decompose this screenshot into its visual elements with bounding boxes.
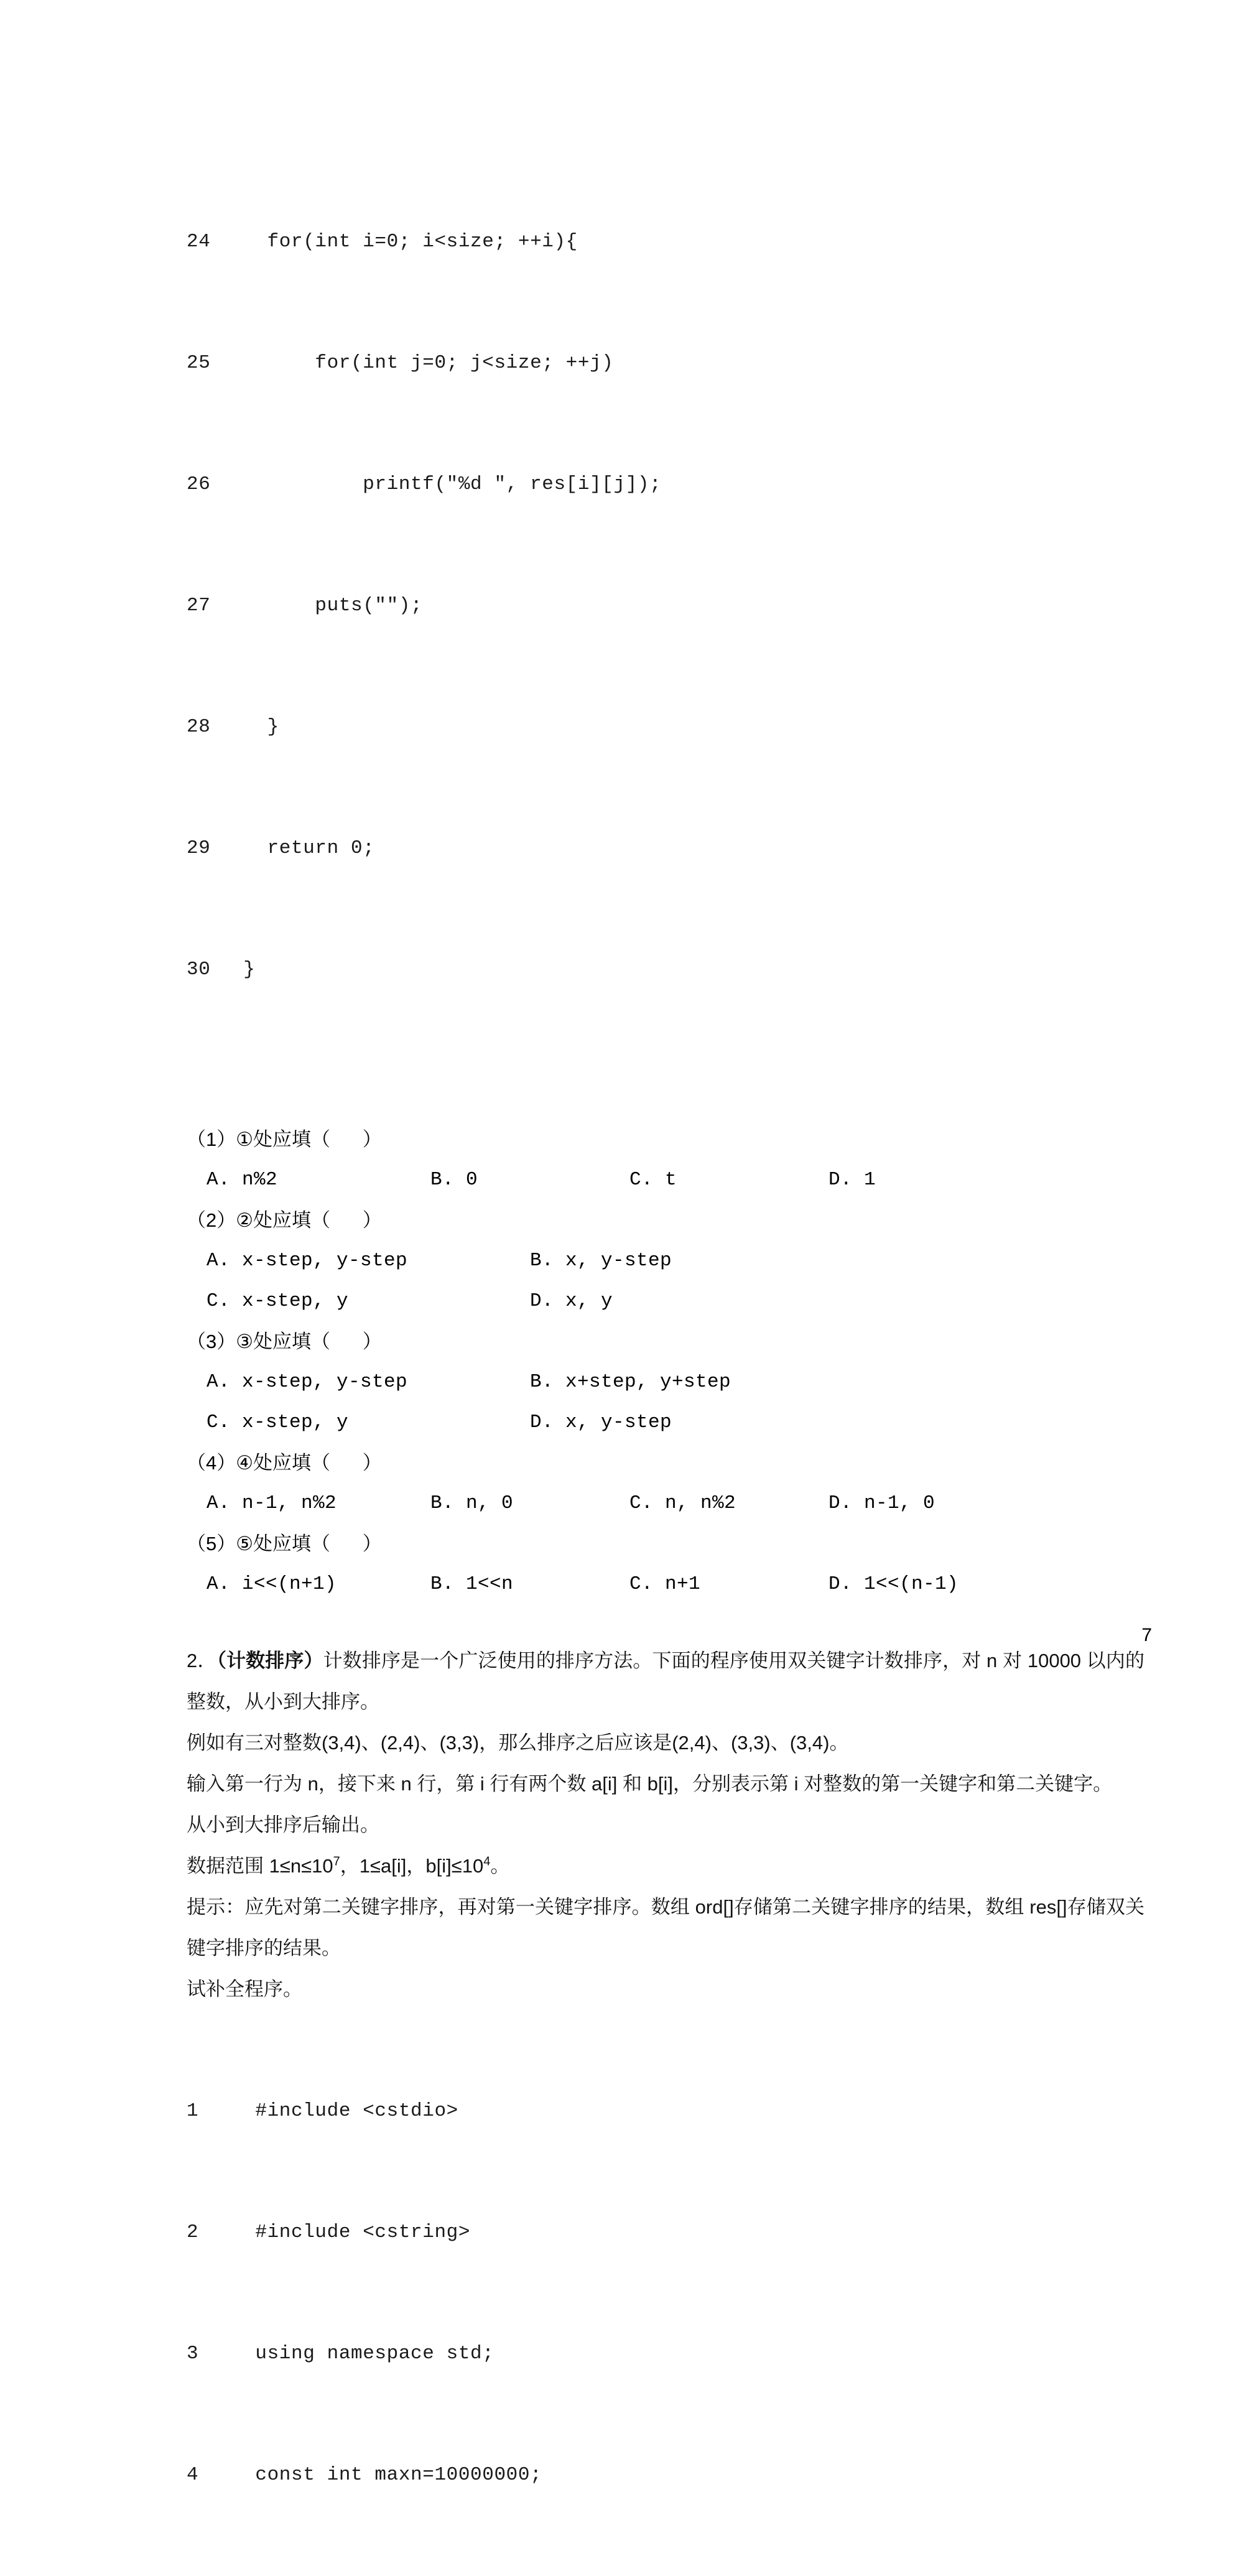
option-row — [187, 1402, 1144, 1443]
option-a[interactable]: A. x-step, y-step — [207, 1250, 408, 1272]
option-b[interactable]: B. x, y-step — [530, 1250, 672, 1272]
page-number: 7 — [1141, 1625, 1152, 1645]
option-c[interactable]: C. n+1 — [629, 1573, 701, 1595]
problem2-example: 例如有三对整数(3,4)、(2,4)、(3,3)，那么排序之后应该是(2,4)、(3,3)、(3,4)。 — [187, 1732, 849, 1754]
code-block-top — [187, 141, 1144, 1071]
problem2-hint: 提示：应先对第二关键字排序，再对第一关键字排序。数组 ord[]存储第二关键字排序的结果，数组 res[]存储双关键字排序的结果。 — [187, 1896, 1144, 1959]
problem2-input-desc: 输入第一行为 n，接下来 n 行，第 i 行有两个数 a[i] 和 b[i]，分别表示第 i 对整数的第一关键字和第二关键字。 — [187, 1773, 1113, 1795]
code-line — [187, 707, 1144, 747]
option-c[interactable]: C. x-step, y — [207, 1411, 349, 1433]
problem2-intro — [187, 1640, 1144, 1723]
code-line-number: 3 — [187, 2343, 199, 2364]
option-row — [187, 1483, 1144, 1523]
code-line-number: 29 — [187, 837, 211, 859]
code-line — [187, 949, 1144, 990]
option-d[interactable]: D. 1<<(n-1) — [829, 1573, 959, 1595]
code-line — [187, 2212, 1144, 2253]
problem2-intro-rest: 计数排序是一个广泛使用的排序方法。下面的程序使用双关键字计数排序，对 n 对 10000 以内的整数，从小到大排序。 — [187, 1650, 1144, 1713]
range-prefix: 数据范围 1≤n≤10 — [187, 1855, 333, 1877]
code-line — [187, 2455, 1144, 2495]
range-exponent-1: 7 — [333, 1854, 340, 1869]
range-exponent-2: 4 — [483, 1854, 491, 1869]
code-line-text: return 0; — [231, 837, 375, 859]
option-c[interactable]: C. x-step, y — [207, 1290, 349, 1312]
code-line — [187, 343, 1144, 383]
code-block-bottom — [187, 2010, 1144, 2576]
code-line-text: puts(""); — [231, 595, 423, 616]
option-d[interactable]: D. x, y-step — [530, 1411, 672, 1433]
option-row — [187, 1160, 1144, 1200]
code-line-text: for(int j=0; j<size; ++j) — [231, 352, 614, 374]
code-line-number: 30 — [187, 959, 211, 980]
option-c[interactable]: C. t — [629, 1169, 677, 1191]
option-b[interactable]: B. n, 0 — [430, 1492, 514, 1514]
code-line-number: 25 — [187, 352, 211, 374]
option-a[interactable]: A. i<<(n+1) — [207, 1573, 337, 1595]
code-line-number: 24 — [187, 231, 211, 253]
option-row — [187, 1362, 1144, 1402]
question-stem-3: （3）③处应填（ ） — [187, 1331, 382, 1352]
code-line-number: 26 — [187, 473, 211, 495]
code-line-text: } — [231, 959, 256, 980]
code-line — [187, 585, 1144, 626]
range-suffix: 。 — [490, 1855, 510, 1877]
option-a[interactable]: A. n-1, n%2 — [207, 1492, 337, 1514]
code-line — [187, 221, 1144, 262]
code-line — [187, 464, 1144, 505]
problem2-data-range — [187, 1846, 1144, 1887]
option-c[interactable]: C. n, n%2 — [629, 1492, 736, 1514]
code-line — [187, 828, 1144, 868]
option-d[interactable]: D. x, y — [530, 1290, 613, 1312]
problem2-instruction: 试补全程序。 — [187, 1978, 302, 2000]
option-row — [187, 1281, 1144, 1321]
option-b[interactable]: B. 1<<n — [430, 1573, 514, 1595]
code-line-text: using namespace std; — [231, 2343, 494, 2364]
question-stem-1: （1）①处应填（ ） — [187, 1128, 382, 1150]
code-line-number: 1 — [187, 2100, 199, 2122]
option-b[interactable]: B. 0 — [430, 1169, 478, 1191]
code-line-number: 4 — [187, 2464, 199, 2486]
code-line-text: for(int i=0; i<size; ++i){ — [231, 231, 578, 253]
option-b[interactable]: B. x+step, y+step — [530, 1371, 731, 1393]
option-row — [187, 1240, 1144, 1281]
question-stem-4: （4）④处应填（ ） — [187, 1452, 382, 1474]
option-d[interactable]: D. n-1, 0 — [829, 1492, 935, 1514]
code-line-text: #include <cstdio> — [231, 2100, 458, 2122]
code-line — [187, 2333, 1144, 2374]
option-d[interactable]: D. 1 — [829, 1169, 876, 1191]
code-line — [187, 2091, 1144, 2131]
content-column — [187, 0, 1144, 2576]
code-line-number: 27 — [187, 595, 211, 616]
option-row — [187, 1564, 1144, 1604]
code-line-text: printf("%d ", res[i][j]); — [231, 473, 662, 495]
option-a[interactable]: A. n%2 — [207, 1169, 278, 1191]
code-line-text: const int maxn=10000000; — [231, 2464, 542, 2486]
code-line-number: 2 — [187, 2221, 199, 2243]
problem2-output-desc: 从小到大排序后输出。 — [187, 1814, 379, 1836]
range-middle: ，1≤a[i]，b[i]≤10 — [340, 1855, 484, 1877]
question-stem-2: （2）②处应填（ ） — [187, 1209, 382, 1231]
code-line-text: #include <cstring> — [231, 2221, 471, 2243]
problem2-number: 2． — [187, 1650, 217, 1672]
code-line-number: 28 — [187, 716, 211, 738]
question-stem-5: （5）⑤处应填（ ） — [187, 1533, 382, 1555]
problem2-title: （计数排序） — [216, 1650, 323, 1672]
option-a[interactable]: A. x-step, y-step — [207, 1371, 408, 1393]
code-line-text: } — [231, 716, 279, 738]
